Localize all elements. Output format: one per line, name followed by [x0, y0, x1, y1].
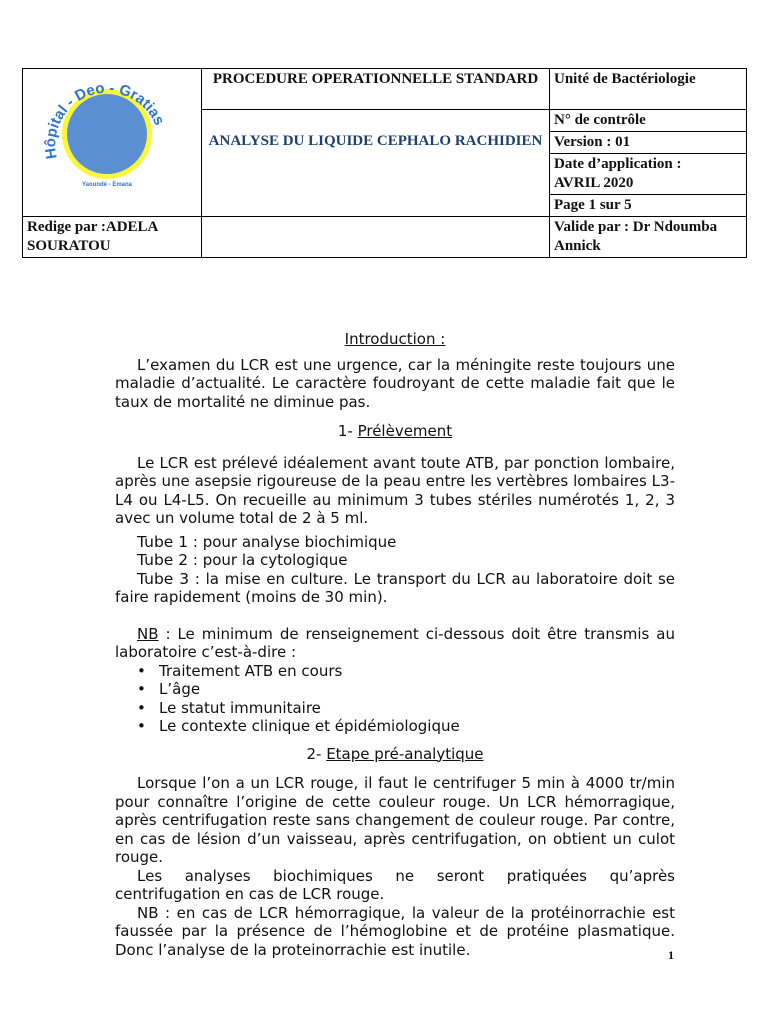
tube3-line [115, 570, 675, 607]
logo-cell [23, 69, 202, 217]
list-item: • Le statut immunitaire [137, 699, 675, 718]
date-label: Date d’application : [554, 156, 682, 172]
section2-number: 2- [306, 744, 327, 763]
tube2-line [115, 551, 675, 570]
logo-location-text: Yaoundé - Emana [81, 182, 133, 188]
page-count: Page 1 sur 5 [550, 195, 747, 217]
empty-cell [202, 217, 550, 258]
tube1-line [115, 533, 675, 552]
section1-number: 1- [337, 422, 358, 440]
unit-label: Unité de Bactériologie [550, 69, 747, 110]
procedure-title: PROCEDURE OPERATIONNELLE STANDARD [202, 69, 550, 110]
list-item: • Traitement ATB en cours [137, 662, 675, 681]
tube1-label: Tube 1 [137, 532, 189, 551]
header-table [22, 68, 747, 258]
tube2-label: Tube 2 [137, 551, 189, 569]
intro-title: Introduction : [344, 330, 446, 348]
section1-heading [115, 422, 675, 441]
valide-par: Valide par : Dr Ndoumba Annick [550, 217, 747, 258]
page-number: 1 [668, 948, 674, 962]
nb-text: : Le minimum de renseignement ci-dessous doit être transmis au laboratoire c’est-à-dire : [115, 624, 675, 661]
section2-paragraph-3: NB : en cas de LCR hémorragique, la valeur de la protéinorrachie est faussée par la présence de l’hémoglobine et de protéine plasmatique. Donc l’analyse de la proteinorrachie est inutile. [115, 903, 675, 959]
section1-title: Prélèvement [357, 422, 453, 440]
document-body [115, 330, 675, 959]
section2-paragraph-1: Lorsque l’on a un LCR rouge, il faut le centrifuger 5 min à 4000 tr/min pour connaître l’origine de cette couleur rouge. Un LCR hémorragique, après centrifugation reste sans changement de couleur rouge. Par contre, en cas de lésion d’un vaisseau, après centrifugation, on obtient un culot rouge. [115, 774, 675, 866]
tube1-text: : pour analyse biochimique [188, 532, 397, 551]
date-value: AVRIL 2020 [554, 175, 634, 191]
analysis-title: ANALYSE DU LIQUIDE CEPHALO RACHIDIEN [202, 110, 550, 217]
section2-paragraph-2: Les analyses biochimiques ne seront pratiquées qu’après centrifugation en cas de LCR rouge. [115, 866, 675, 903]
tube3-label: Tube 3 [137, 569, 190, 588]
section2-heading [115, 745, 675, 764]
intro-heading [115, 330, 675, 349]
nb-paragraph [115, 625, 675, 662]
control-number: N° de contrôle [550, 110, 747, 132]
version-label: Version : 01 [550, 132, 747, 154]
hospital-logo [27, 70, 197, 210]
logo-arc-text: Hôpital - Deo - Gratias [42, 79, 168, 161]
redige-par: Redige par :ADELA SOURATOU [23, 217, 202, 258]
list-item: • L’âge [137, 680, 675, 699]
tube2-text: : pour la cytologique [188, 551, 348, 569]
logo-emblem [27, 70, 197, 210]
requirements-list [115, 662, 675, 736]
list-item: • Le contexte clinique et épidémiologique [137, 717, 675, 736]
section2-title: Etape pré-analytique [326, 744, 484, 763]
nb-label: NB [137, 624, 159, 643]
tube3-text: : la mise en culture. Le transport du LCR au laboratoire doit se faire rapidement (moins de 30 min). [115, 569, 675, 606]
section1-paragraph: Le LCR est prélevé idéalement avant toute ATB, par ponction lombaire, après une asepsie rigoureuse de la peau entre les vertèbres lombaires L3-L4 ou L4-L5. On recueille au minimum 3 tubes stériles numérotés 1, 2, 3 avec un volume total de 2 à 5 ml. [115, 453, 675, 527]
intro-paragraph: L’examen du LCR est une urgence, car la méningite reste toujours une maladie d’actualité. Le caractère foudroyant de cette maladie fait que le taux de mortalité ne diminue pas. [115, 355, 675, 411]
application-date [550, 154, 747, 195]
